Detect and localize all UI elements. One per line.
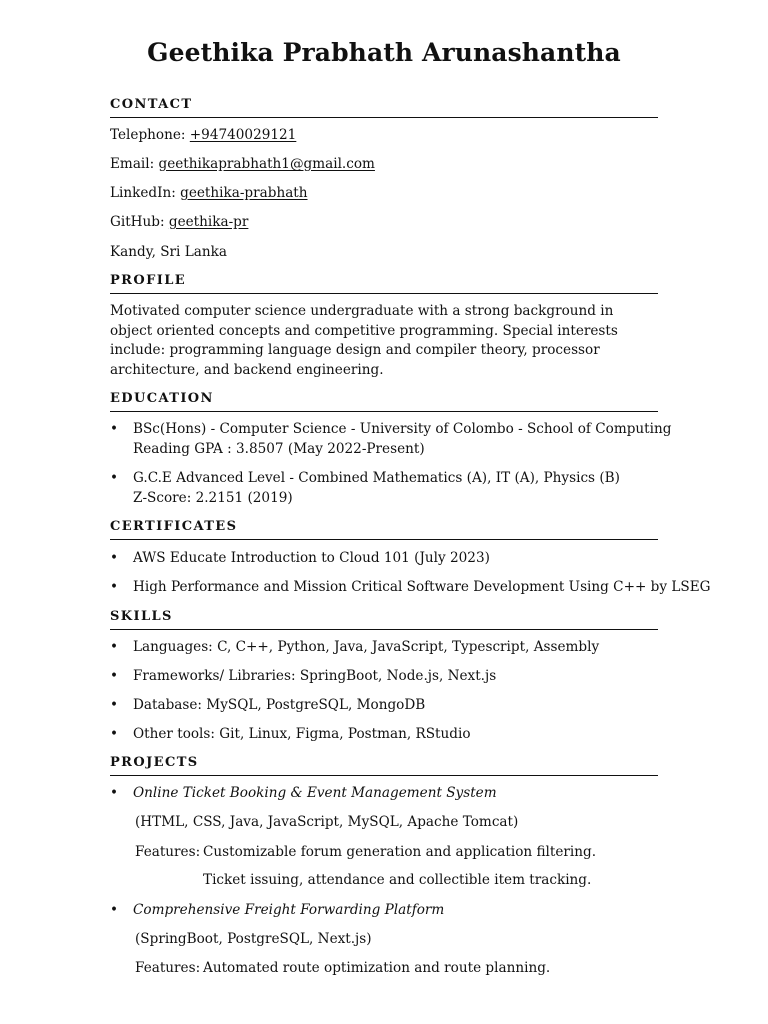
project-features-label: Features: bbox=[135, 844, 201, 860]
profile-text: Motivated computer science undergraduate with a strong background in object oriented concepts and competitive programming. Special interests include: programming language design and compiler theory, processor architecture, and backend engineering. bbox=[110, 303, 618, 378]
linkedin-line bbox=[110, 184, 308, 204]
email-label: Email: bbox=[110, 156, 159, 172]
telephone-line bbox=[110, 126, 296, 146]
candidate-name: Geethika Prabhath Arunashantha bbox=[147, 38, 621, 67]
linkedin-link[interactable]: geethika-prabhath bbox=[180, 185, 308, 201]
skills-heading: SKILLS bbox=[110, 609, 658, 630]
email-link[interactable]: geethikaprabhath1@gmail.com bbox=[158, 156, 375, 172]
contact-heading: CONTACT bbox=[110, 97, 658, 118]
list-bullet: • bbox=[110, 785, 119, 801]
certificate-item: AWS Educate Introduction to Cloud 101 (July 2023) bbox=[133, 550, 490, 566]
list-bullet: • bbox=[110, 639, 119, 655]
education-item-degree: BSc(Hons) - Computer Science - University of Colombo - School of Computing bbox=[133, 421, 672, 437]
github-link[interactable]: geethika-pr bbox=[168, 214, 249, 230]
project-title: Online Ticket Booking & Event Management System bbox=[133, 785, 497, 801]
education-heading: EDUCATION bbox=[110, 391, 658, 412]
skill-item-database: Database: MySQL, PostgreSQL, MongoDB bbox=[133, 697, 426, 713]
list-bullet: • bbox=[110, 421, 119, 437]
github-label: GitHub: bbox=[110, 214, 169, 230]
skill-item-frameworks: Frameworks/ Libraries: SpringBoot, Node.js, Next.js bbox=[133, 668, 497, 684]
telephone-label: Telephone: bbox=[110, 127, 190, 143]
certificate-item: High Performance and Mission Critical Software Development Using C++ by LSEG bbox=[133, 579, 711, 595]
projects-heading: PROJECTS bbox=[110, 755, 658, 776]
project-feature: Ticket issuing, attendance and collectible item tracking. bbox=[203, 872, 592, 888]
skill-item-languages: Languages: C, C++, Python, Java, JavaScript, Typescript, Assembly bbox=[133, 639, 600, 655]
email-line bbox=[110, 155, 375, 175]
telephone-link[interactable]: +94740029121 bbox=[189, 127, 297, 143]
project-tech: (SpringBoot, PostgreSQL, Next.js) bbox=[135, 931, 372, 947]
github-line bbox=[110, 213, 248, 233]
list-bullet: • bbox=[110, 550, 119, 566]
list-bullet: • bbox=[110, 697, 119, 713]
list-bullet: • bbox=[110, 470, 119, 486]
education-item-al-zscore: Z-Score: 2.2151 (2019) bbox=[133, 490, 293, 506]
linkedin-label: LinkedIn: bbox=[110, 185, 181, 201]
list-bullet: • bbox=[110, 726, 119, 742]
list-bullet: • bbox=[110, 579, 119, 595]
project-feature: Automated route optimization and route planning. bbox=[203, 960, 551, 976]
education-item-degree-gpa: Reading GPA : 3.8507 (May 2022-Present) bbox=[133, 441, 425, 457]
project-features-label: Features: bbox=[135, 960, 201, 976]
education-item-al: G.C.E Advanced Level - Combined Mathematics (A), IT (A), Physics (B) bbox=[133, 470, 620, 486]
project-tech: (HTML, CSS, Java, JavaScript, MySQL, Apache Tomcat) bbox=[135, 814, 519, 830]
certificates-heading: CERTIFICATES bbox=[110, 519, 658, 540]
list-bullet: • bbox=[110, 668, 119, 684]
project-feature: Customizable forum generation and application filtering. bbox=[203, 844, 597, 860]
location-text: Kandy, Sri Lanka bbox=[110, 244, 227, 260]
profile-heading: PROFILE bbox=[110, 273, 658, 294]
list-bullet: • bbox=[110, 902, 119, 918]
skill-item-tools: Other tools: Git, Linux, Figma, Postman, RStudio bbox=[133, 726, 471, 742]
project-title: Comprehensive Freight Forwarding Platform bbox=[133, 902, 445, 918]
